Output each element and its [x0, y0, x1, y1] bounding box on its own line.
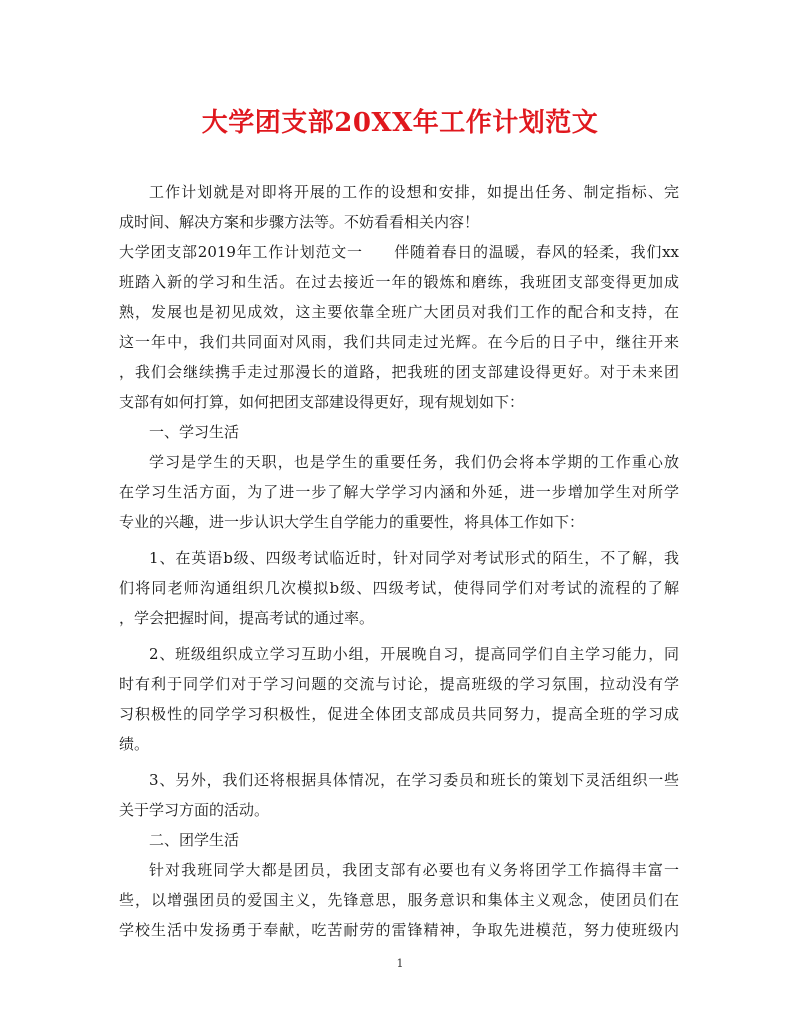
study-intro-paragraph — [119, 447, 679, 537]
intro-paragraph — [119, 177, 679, 237]
text-line: 2、班级组织成立学习互助小组，开展晚自习，提高同学们自主学习能力，同 — [149, 645, 679, 663]
document-title: 大学团支部20XX年工作计划范文 — [201, 108, 599, 138]
text-line: 针对我班同学大都是团员，我团支部有必要也有义务将团学工作搞得丰富一 — [149, 861, 679, 879]
text-line: 习积极性的同学学习积极性，促进全体团支部成员共同努力，提高全班的学习成 — [119, 705, 679, 723]
text-line: 支部有如何打算，如何把团支部建设得更好，现有规划如下： — [119, 393, 525, 411]
study-item-3 — [119, 765, 679, 825]
text-line: 熟，发展也是初见成效，这主要依靠全班广大团员对我们工作的配合和支持，在 — [119, 303, 679, 321]
text-line: 工作计划就是对即将开展的工作的设想和安排，如提出任务、制定指标、完 — [149, 183, 679, 201]
text-line: 这一年中，我们共同面对风雨，我们共同走过光辉。在今后的日子中，继往开来 — [119, 333, 679, 351]
text-line: 们将同老师沟通组织几次模拟b级、四级考试，使得同学们对考试的流程的了解 — [119, 579, 679, 597]
text-line: 学习是学生的天职，也是学生的重要任务，我们仍会将本学期的工作重心放 — [149, 453, 679, 471]
sample-intro-paragraph — [119, 237, 679, 417]
text-line: 绩。 — [119, 735, 150, 753]
text-line: 关于学习方面的活动。 — [119, 801, 270, 819]
study-item-2 — [119, 639, 679, 759]
text-line: ，学会把握时间，提高考试的通过率。 — [119, 609, 375, 627]
text-line: 班踏入新的学习和生活。在过去接近一年的锻炼和磨练，我班团支部变得更加成 — [119, 273, 679, 291]
text-line: ，我们会继续携手走过那漫长的道路，把我班的团支部建设得更好。对于未来团 — [119, 363, 679, 381]
section-heading-league: 二、团学生活 — [149, 831, 240, 849]
league-intro-paragraph — [119, 855, 679, 945]
text-line: 成时间、解决方案和步骤方法等。不妨看看相关内容！ — [119, 213, 480, 231]
text-line: 在学习生活方面，为了进一步了解大学学习内涵和外延，进一步增加学生对所学 — [119, 483, 679, 501]
section-heading-study: 一、学习生活 — [149, 423, 240, 441]
text-line: 些，以增强团员的爱国主义，先锋意思，服务意识和集体主义观念，使团员们在 — [119, 891, 679, 909]
text-line: 学校生活中发扬勇于奉献，吃苦耐劳的雷锋精神，争取先进模范，努力使班级内 — [119, 921, 679, 939]
text-line: 3、另外，我们还将根据具体情况，在学习委员和班长的策划下灵活组织一些 — [149, 771, 679, 789]
study-item-1 — [119, 543, 679, 633]
text-line: 1、在英语b级、四级考试临近时，针对同学对考试形式的陌生，不了解，我 — [149, 549, 679, 567]
text-line: 专业的兴趣，进一步认识大学生自学能力的重要性，将具体工作如下： — [119, 513, 585, 531]
text-line: 时有利于同学们对于学习问题的交流与讨论，提高班级的学习氛围，拉动没有学 — [119, 675, 679, 693]
document-body — [119, 177, 679, 945]
page-number: 1 — [396, 957, 404, 970]
text-line: 大学团支部2019年工作计划范文一 伴随着春日的温暖，春风的轻柔，我们xx — [119, 243, 679, 261]
